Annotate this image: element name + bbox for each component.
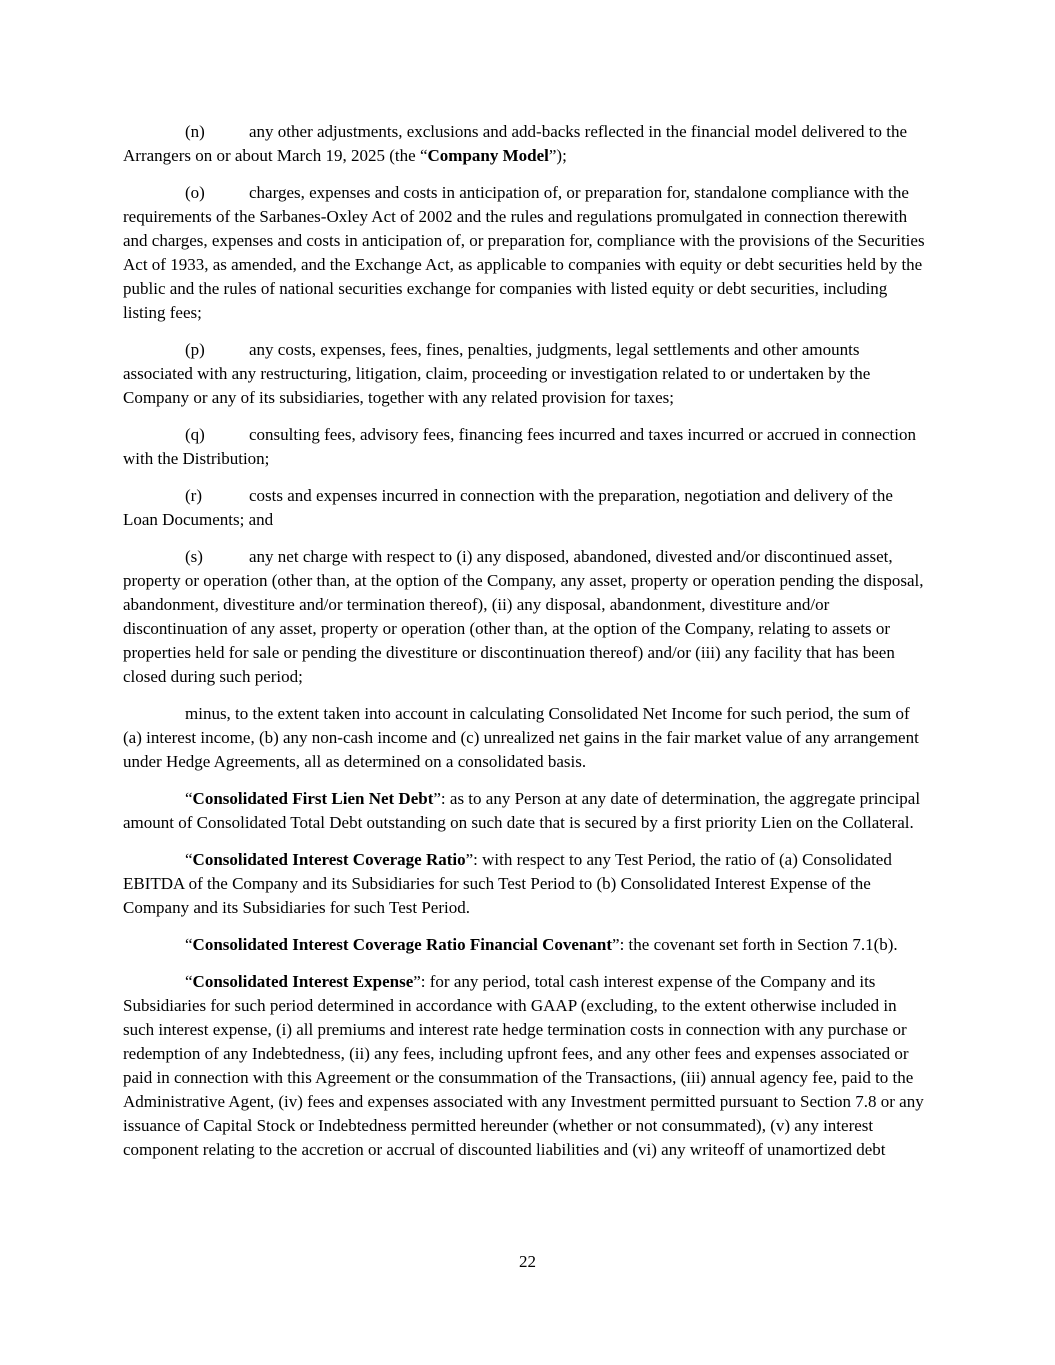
paragraph-label: (p) (185, 340, 205, 359)
paragraph (123, 970, 931, 1162)
defined-term: Consolidated Interest Coverage Ratio Financial Covenant (192, 935, 613, 954)
text-run: any other adjustments, exclusions and add-backs reflected in the financial model delivered to the Arrangers on or about March 19, 2025 (the “ (123, 122, 908, 165)
defined-term: Consolidated First Lien Net Debt (192, 789, 434, 808)
text-run: any net charge with respect to (i) any disposed, abandoned, divested and/or discontinued asset, property or operation (other than, at the option of the Company, any asset, property or operation pending the disposal, abandonment, divestiture and/or termination thereof), (ii) any disposal, abandonment, divestiture and/or discontinuation of any asset, property or operation (other than, at the option of the Company, relating to assets or properties held for sale or pending the divestiture or discontinuation thereof) and/or (iii) any facility that has been closed during such period; (123, 547, 924, 686)
paragraph-label: (s) (185, 547, 203, 566)
paragraph-label: (r) (185, 486, 202, 505)
text-run: minus, to the extent taken into account in calculating Consolidated Net Income for such period, the sum of (a) interest income, (b) any non-cash income and (c) unrealized net gains in the fair market value of any arrangement under Hedge Agreements, all as determined on a consolidated basis. (123, 704, 919, 771)
defined-term: Consolidated Interest Expense (192, 972, 414, 991)
paragraph (123, 484, 931, 532)
paragraph-label: (q) (185, 425, 205, 444)
document-body (123, 120, 931, 1175)
text-run: costs and expenses incurred in connection with the preparation, negotiation and delivery of the Loan Documents; and (123, 486, 893, 529)
defined-term: Consolidated Interest Coverage Ratio (192, 850, 466, 869)
text-run: “ (185, 850, 193, 869)
paragraph (123, 787, 931, 835)
paragraph (123, 120, 931, 168)
page-number: 22 (519, 1252, 536, 1271)
text-run: ”: with respect to any Test Period, the ratio of (a) Consolidated EBITDA of the Company and its Subsidiaries for such Test Period to (b) Consolidated Interest Expense of the Company and its Subsidiaries for such Test Period. (123, 850, 892, 917)
text-run: any costs, expenses, fees, fines, penalties, judgments, legal settlements and other amounts associated with any restructuring, litigation, claim, proceeding or investigation related to or undertaken by the Company or any of its subsidiaries, together with any related provision for taxes; (123, 340, 871, 407)
paragraph (123, 423, 931, 471)
paragraph-label: (n) (185, 122, 205, 141)
text-run: “ (185, 789, 193, 808)
paragraph (123, 338, 931, 410)
paragraph (123, 702, 931, 774)
paragraph (123, 545, 931, 689)
defined-term: Company Model (427, 146, 549, 165)
text-run: ”); (548, 146, 567, 165)
paragraph (123, 933, 931, 957)
text-run: charges, expenses and costs in anticipation of, or preparation for, standalone compliance with the requirements of the Sarbanes-Oxley Act of 2002 and the rules and regulations promulgated in connection therewith and charges, expenses and costs in anticipation of, or preparation for, compliance with the provisions of the Securities Act of 1933, as amended, and the Exchange Act, as applicable to companies with equity or debt securities held by the public and the rules of national securities exchange for companies with listed equity or debt securities, including listing fees; (123, 183, 925, 322)
text-run: ”: the covenant set forth in Section 7.1(b). (612, 935, 898, 954)
text-run: ”: as to any Person at any date of determination, the aggregate principal amount of Consolidated Total Debt outstanding on such date that is secured by a first priority Lien on the Collateral. (123, 789, 921, 832)
text-run: ”: for any period, total cash interest expense of the Company and its Subsidiaries for such period determined in accordance with GAAP (excluding, to the extent otherwise included in such interest expense, (i) all premiums and interest rate hedge termination costs in connection with any purchase or redemption of any Indebtedness, (ii) any fees, including upfront fees, and any other fees and expenses associated or paid in connection with this Agreement or the consummation of the Transactions, (iii) annual agency fee, paid to the Administrative Agent, (iv) fees and expenses associated with any Investment permitted pursuant to Section 7.8 or any issuance of Capital Stock or Indebtedness permitted hereunder (whether or not consummated), (v) any interest component relating to the accretion or accrual of discounted liabilities and (vi) any writeoff of unamortized debt (123, 972, 924, 1159)
text-run: “ (185, 935, 193, 954)
text-run: consulting fees, advisory fees, financing fees incurred and taxes incurred or accrued in connection with the Distribution; (123, 425, 916, 468)
paragraph-label: (o) (185, 183, 205, 202)
paragraph (123, 181, 931, 325)
paragraph (123, 848, 931, 920)
text-run: “ (185, 972, 193, 991)
